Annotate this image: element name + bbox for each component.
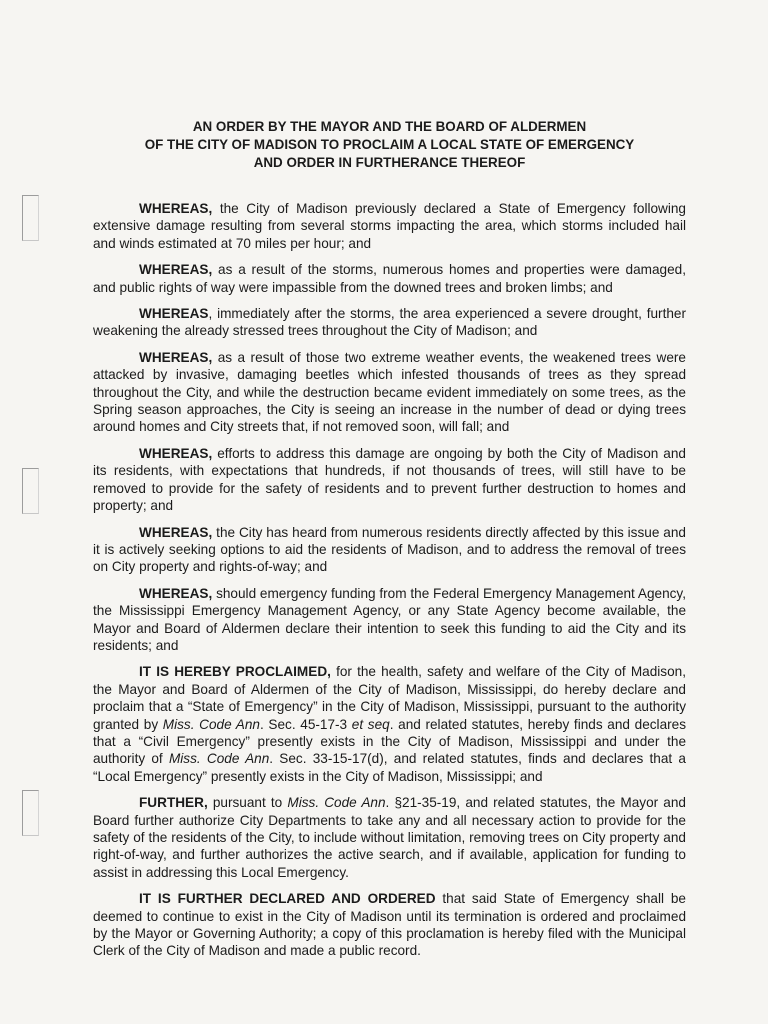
order-paragraph: [93, 524, 686, 576]
statute-citation: Miss. Code Ann: [162, 716, 260, 732]
order-paragraph: [93, 890, 686, 960]
paragraph-text: as a result of those two extreme weather events, the weakened trees were attacked by invasive, damaging beetles which infested thousands of trees as they spread throughout the City, and while the destruction became evident immediately on some trees, as the Spring season approaches, the City is seeing an increase in the number of dead or dying trees around homes and City streets that, if not removed soon, will fall; and: [93, 349, 686, 435]
paragraph-text: the City has heard from numerous residents directly affected by this issue and it is actively seeking options to aid the residents of Madison, and to address the removal of trees on City property and rights-of-way; and: [93, 524, 686, 575]
paragraph-text: should emergency funding from the Federal Emergency Management Agency, the Mississippi Emergency Management Agency, or any State Agency become available, the Mayor and Board of Aldermen declare their intention to seek this funding to aid the City and its residents; and: [93, 585, 686, 653]
statute-citation: Miss. Code Ann: [287, 795, 386, 811]
binder-hole-mark: [22, 468, 39, 514]
paragraph-text: , immediately after the storms, the area experienced a severe drought, further weakening the already stressed trees throughout the City of Madison; and: [93, 306, 686, 339]
statute-citation: Miss. Code Ann: [168, 751, 270, 767]
paragraph-lead: WHEREAS,: [139, 349, 213, 365]
paragraph-lead: WHEREAS,: [139, 524, 213, 540]
paragraph-text: as a result of the storms, numerous homes and properties were damaged, and public rights of way were impassible from the downed trees and broken limbs; and: [93, 262, 686, 295]
paragraph-text: efforts to address this damage are ongoing by both the City of Madison and its residents, with expectations that hundreds, if not thousands of trees, will still have to be removed to provide for the safety of residents and to prevent further destruction to homes and property; and: [93, 445, 686, 514]
binder-hole-mark: [22, 790, 39, 836]
order-document: [93, 0, 686, 969]
paragraph-text: . and related statutes, hereby finds and declares that a “Civil Emergency” presently exists in the City of Madison, Mississippi and under the authority of: [93, 716, 687, 767]
order-paragraph: [93, 200, 686, 252]
paragraph-lead: WHEREAS,: [139, 585, 213, 601]
paragraph-text: pursuant to: [207, 795, 288, 811]
paragraph-text: . Sec. 33-15-17(d), and related statutes, finds and declares that a “Local Emergency” presently exists in the City of Madison, Mississippi; and: [93, 751, 686, 784]
order-paragraph: [93, 349, 686, 436]
paragraph-text: for the health, safety and welfare of the City of Madison, the Mayor and Board of Aldermen of the City of Madison, Mississippi, do hereby declare and proclaim that a “State of Emergency” in the City of Madison, Mississippi, pursuant to the authority granted by: [93, 664, 686, 732]
paragraph-lead: WHEREAS,: [139, 201, 213, 216]
order-paragraph: [93, 663, 686, 785]
order-paragraph: [93, 794, 686, 881]
document-body: [93, 200, 686, 960]
statute-citation: et seq: [351, 716, 390, 732]
paragraph-lead: IT IS FURTHER DECLARED AND ORDERED: [139, 891, 436, 907]
paragraph-lead: WHEREAS,: [139, 445, 213, 461]
paragraph-text: the City of Madison previously declared a State of Emergency following extensive damage resulting from several storms impacting the area, which storms included hail and winds estimated at 70 miles per hour; and: [93, 201, 686, 251]
order-paragraph: [93, 305, 686, 340]
title-line: AN ORDER BY THE MAYOR AND THE BOARD OF ALDERMEN: [192, 119, 587, 134]
document-title: [93, 118, 686, 172]
paragraph-text: that said State of Emergency shall be deemed to continue to exist in the City of Madison until its termination is ordered and proclaimed by the Mayor or Governing Authority; a copy of this proclamation is hereby filed with the Municipal Clerk of the City of Madison and made a public record.: [93, 891, 686, 959]
order-paragraph: [93, 261, 686, 296]
order-paragraph: [93, 445, 686, 515]
paragraph-lead: WHEREAS: [139, 306, 209, 322]
paragraph-lead: IT IS HEREBY PROCLAIMED,: [139, 664, 331, 680]
paragraph-text: . §21-35-19, and related statutes, the Mayor and Board further authorize City Departments to take any and all necessary action to provide for the safety of the residents of the City, to include without limitation, removing trees on City property and right-of-way, and further authorizes the active search, and if available, application for funding to assist in addressing this Local Emergency.: [93, 795, 686, 880]
paragraph-lead: FURTHER,: [139, 795, 208, 811]
paragraph-text: . Sec. 45-17-3: [259, 716, 352, 732]
order-paragraph: [93, 585, 686, 655]
title-line: OF THE CITY OF MADISON TO PROCLAIM A LOCAL STATE OF EMERGENCY: [144, 137, 635, 152]
title-line: AND ORDER IN FURTHERANCE THEREOF: [253, 155, 526, 170]
binder-hole-mark: [22, 195, 39, 241]
paragraph-lead: WHEREAS,: [139, 262, 213, 278]
